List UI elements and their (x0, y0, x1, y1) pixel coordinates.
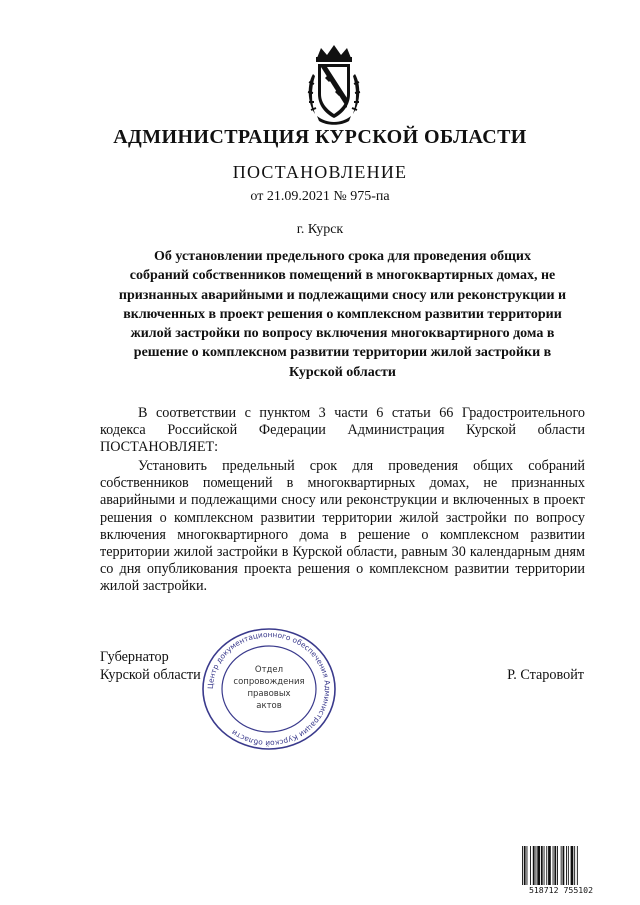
body-paragraph-preamble: В соответствии с пунктом 3 части 6 статьи 66 Градостроительного кодекса Российской Федерации Администрация Курской области ПОСТАНОВЛЯЕТ: (100, 405, 585, 456)
body-paragraph-decision: Установить предельный срок для проведения общих собраний собственников помещений в многоквартирных домах, не признанных аварийными и подлежащими сносу или реконструкции и включенных в проект решения о комплексном развитии территории жилой застройки по вопросу включения многоквартирного дома в решение о комплексном развитии территории жилой застройки в Курской области, равным 30 календарным дням со дня опубликования проекта решения о комплексном развитии территории жилой застройки. (100, 458, 585, 595)
signatory-name: Р. Старовойт (507, 667, 584, 683)
barcode-bars (522, 846, 578, 885)
document-date-number: от 21.09.2021 № 975-па (250, 189, 390, 204)
barcode-bar (568, 846, 569, 885)
signatory-position-line1: Губернатор (100, 649, 169, 665)
title-line: Об установлении предельного срока для проведения общих (154, 249, 531, 264)
stamp-ring-textpath: Центр документационного обеспечения Администрации Курской области (205, 629, 333, 749)
organization-name: АДМИНИСТРАЦИЯ КУРСКОЙ ОБЛАСТИ (113, 126, 527, 148)
barcode-bar (537, 846, 540, 885)
stamp-center-line: актов (256, 701, 282, 711)
official-stamp (200, 627, 338, 751)
barcode-bar (571, 846, 574, 885)
title-line: жилой застройки по вопросу включения многоквартирного дома в (130, 326, 555, 342)
barcode-bar (527, 846, 528, 885)
title-line: включенных в проект решения о комплексном развитии территории (123, 306, 562, 322)
stamp-center-line: Отдел (254, 665, 284, 675)
barcode-bar (548, 846, 551, 885)
signatory-position-line2: Курской области (100, 667, 201, 683)
signatory-position (100, 648, 201, 684)
barcode-bar (546, 846, 547, 885)
title-line: решение о комплексном развитии территории жилой застройки в (133, 345, 552, 361)
barcode-bar (557, 846, 558, 885)
barcode-bar (524, 846, 526, 885)
barcode-bar (577, 846, 578, 885)
barcode-bar (566, 846, 567, 885)
barcode-bar (533, 846, 535, 885)
barcode-bar (574, 846, 575, 885)
barcode (520, 845, 602, 895)
barcode-bar (554, 846, 556, 885)
barcode-bar (522, 846, 523, 885)
barcode-digits: 518712 755102 (528, 885, 594, 895)
stamp-center-line: сопровождения (233, 677, 305, 687)
document-type: ПОСТАНОВЛЕНИЕ (232, 162, 408, 182)
barcode-bar (536, 846, 537, 885)
title-line: Курской области (289, 364, 396, 380)
barcode-bar (563, 846, 565, 885)
coat-of-arms-icon (305, 44, 363, 126)
barcode-bar (561, 846, 562, 885)
barcode-bar (530, 846, 531, 885)
stamp-center-line: правовых (247, 689, 291, 699)
barcode-bar (544, 846, 545, 885)
document-title (100, 247, 585, 382)
title-line: признанных аварийными и подлежащими сносу или реконструкции и (118, 287, 567, 303)
barcode-bar (541, 846, 543, 885)
barcode-bar (553, 846, 554, 885)
document-city: г. Курск (296, 222, 344, 237)
title-line: собраний собственников помещений в многоквартирных домах, не (129, 268, 556, 284)
